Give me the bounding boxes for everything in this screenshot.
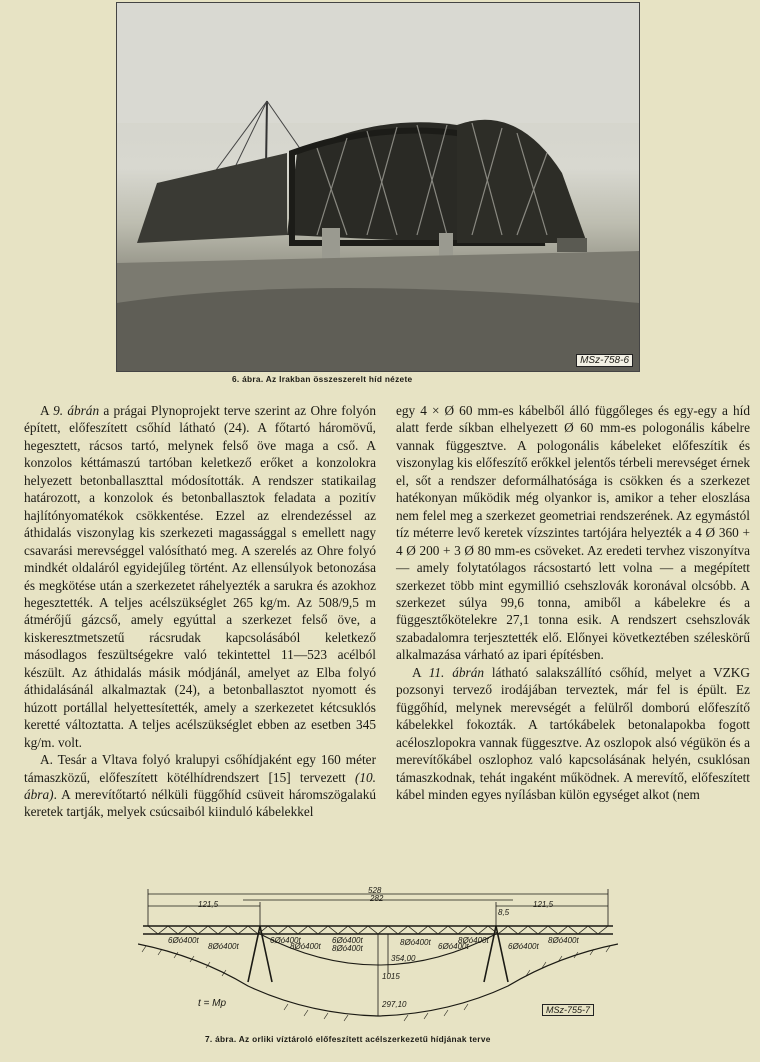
paragraph [396,402,750,664]
paragraph-text: A [40,403,54,418]
pipe-label: 8Øó400t [208,942,239,951]
paragraph-text: (10. ábra) [24,769,376,802]
dim-left: 121,5 [198,900,219,909]
paragraph-text: A [412,664,429,680]
pipe-label: 6Øó400t [508,942,539,951]
dim-h3: 297,10 [382,1000,407,1009]
formula-label: t = Mp [198,998,227,1009]
text-column-left [24,402,376,821]
pipe-label: 6Øó400t [332,936,363,945]
pipe-label: 8Øó400t [290,942,321,951]
figure-caption-top: 6. ábra. Az Irakban összeszerelt híd nézete [232,374,413,384]
pipe-label: 8Øó400t [458,936,489,945]
paragraph-text: látható salakszállító csőhíd, melyet a VZKG pozsonyi tervező irodájában terveztek, már fel is épült. Ez függőhíd, melynek merevségét a felülről domború előfeszítő kábelekkel fokozták. A tartókábelek betonalapokba fogott acéloszlopokra vannak függesztve. Az oszlopok alsó végükön és a merevítőkábel oszlophoz való kapcsolásának helyén, csuklósan támaszkodnak, tehát ingaként működnek. A merevítő, előfeszített kábel minden egyes nyílásban külön egységet alkot (nem [396,664,750,802]
paragraph-text: A. Tesár a Vltava folyó kralupyi csőhídjaként egy 160 méter támaszközű, előfeszített kötélhídrendszert [15] tervezett [24,752,376,785]
dim-total: 528 [368,886,382,895]
paragraph-text: . A merevítőtartó nélküli függőhíd csüveit háromszögalakú keretek tartják, melyek csúcsaiból kiinduló kábelekkel [24,786,376,820]
paragraph-text: a prágai Plynoprojekt terve szerint az Ohre folyón épített, előfeszített csőhíd látható (24). A főtartó háromövű, hegesztett, rácsos tartó, melynek felső öve maga a cső. A konzolos kéttámaszú tartóban keletkező erőket a konzolokra helyezett betonballaszttal módosították. A rendszer statikailag határozott, a konzolok és betonballasztok feladata a pozitív hajlítónyomatékok csökkentése. Ezzel az elrendezéssel az áthidalás viszonylag kis szerkezeti magassággal s emellett nagy csavarási merevséggel valósítható meg. A szerelés az Ohre folyó mindkét oldaláról egyidejűleg történt. Az ellensúlyok betonozása és megkötése után a szerkezetet ráhelyezték a sarukra és azokhoz hegesztették. A teljes acélszükséglet 265 kg/m. Az 508/9,5 m átmérőjű gázcső, amely egyúttal a szerkezet felső öve, a kiskeresztmetszetű rácsrudak kapcsolásából keletkező másodlagos feszültségekre való tekintettel 11—523 acélból készült. Az áthidalás másik módjánál, amelyet az Elba folyó áthidalásánál alkalmaztak (24), a betonballasztot nyomott és húzott portállal helyettesítették, amely a szerkezetet kétcsuklós keretté változtatta. A teljes acélszükséglet ebben az esetben 345 kg/m. volt. [24,403,376,750]
dim-h2: 1015 [382,972,400,981]
pipe-label: 6Øó400t [438,942,469,951]
bridge-photo-drawing [117,3,639,371]
paragraph [24,402,376,751]
dim-h1: 354,00 [391,954,416,963]
dim-small: 8,5 [498,908,510,917]
paragraph-text: 11. ábrán [428,664,485,680]
paragraph [24,751,376,821]
pipe-label: 6Øó400t [168,936,199,945]
photo-reference-label: MSz-758-6 [576,354,633,367]
text-column-right [396,402,750,803]
bridge-elevation-diagram [138,886,618,1026]
paragraph-text: 9. ábrán [53,403,100,418]
paragraph [396,664,750,804]
pipe-label: 8Øó400t [332,944,363,953]
dim-mid: 282 [370,894,384,903]
figure-caption-bottom: 7. ábra. Az orliki víztároló előfeszített acélszerkezetű hídjának terve [205,1034,491,1044]
pipe-label: 8Øó400t [548,936,579,945]
pipe-label: 6Øó400t [270,936,301,945]
dim-right: 121,5 [533,900,554,909]
paragraph-text: egy 4 × Ø 60 mm-es kábelből álló függőleges és egy-egy a híd alatt ferde síkban elhelyezett Ø 60 mm-es pologonális kábelre vannak függesztve. A pologonális kábeleket előfeszítik és viszonylag kis előfeszítő erőkkel jelentős térbeli merevséget érnek el, sőt a rendszer deformálhatósága is csökken és a szerkezet hatékonyan működik még olyankor is, amikor a teher eloszlása nem felel meg a szerkezet geometriai rendszerének. Az egymástól tíz méterre levő keretek vízszintes tartójára helyezték a 4 Ø 360 + 4 Ø 200 + 3 Ø 80 mm-es csöveket. Az eredeti tervhez viszonyítva — amely folytatólagos rácsostartó lett volna — a megépített szerkezet több mint egymillió csehszlovák koronával olcsóbb. A szerkezet súlya 99,6 tonna, amiből a kábelekre és a függesztőkötelekre 27,1 tonna esik. A rendszert csehszlovák szabadalomra terjesztették elő. Előnyei következtében széleskörű alkalmazása várható az ipari építésben. [396,403,750,663]
bridge-photo [116,2,640,372]
diagram-reference-label: MSz-755-7 [542,1004,594,1016]
pipe-label: 8Øó400t [400,938,431,947]
